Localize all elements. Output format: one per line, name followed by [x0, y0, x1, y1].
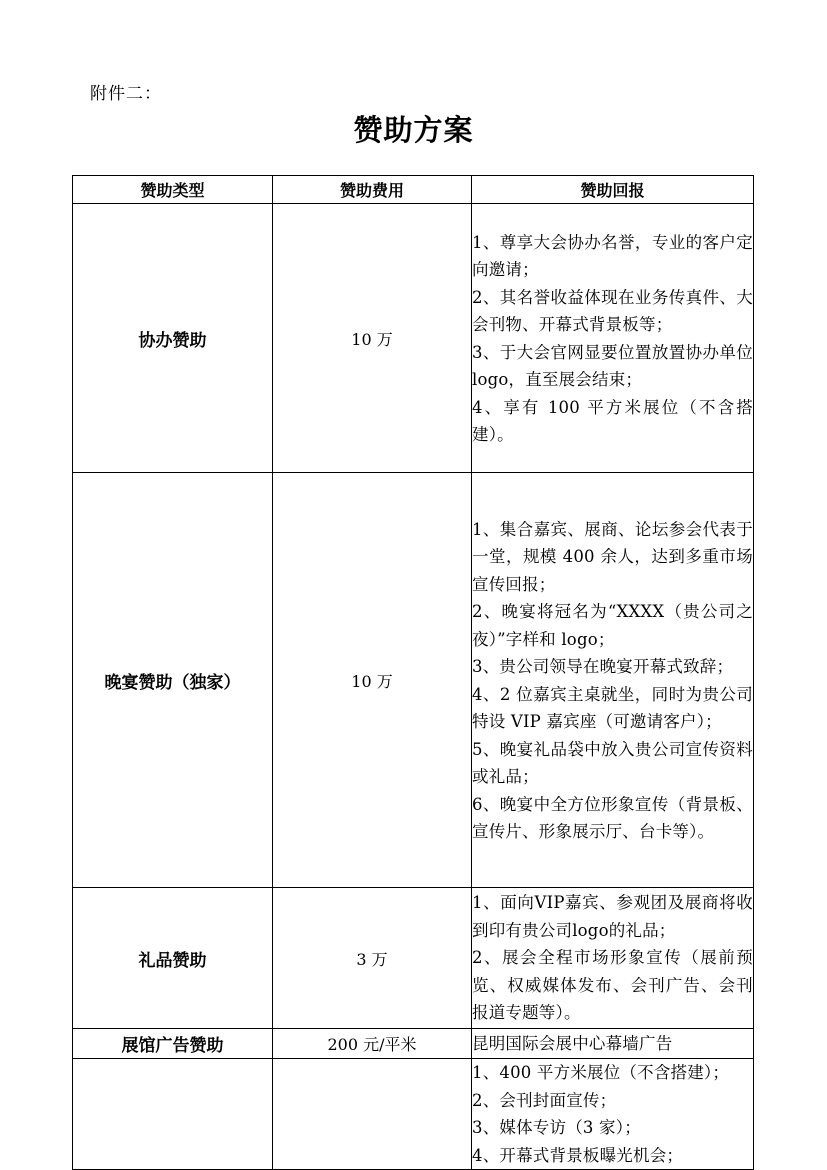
sponsor-benefits-cell [472, 888, 754, 1029]
table-row [73, 888, 754, 1029]
sponsor-type-cell: 协办赞助 [73, 204, 273, 473]
sponsorship-table [72, 175, 754, 1170]
benefit-item: 3、于大会官网显要位置放置协办单位 logo，直至展会结束； [472, 342, 753, 389]
benefit-item: 1、面向VIP嘉宾、参观团及展商将收到印有贵公司logo的礼品； [472, 893, 753, 940]
benefit-item: 4、享有 100 平方米展位（不含搭建）。 [472, 397, 753, 444]
column-header-benefits: 赞助回报 [472, 176, 754, 204]
benefit-item: 3、贵公司领导在晚宴开幕式致辞； [472, 657, 734, 676]
benefit-item: 4、开幕式背景板曝光机会； [472, 1145, 684, 1165]
column-header-fee: 赞助费用 [273, 176, 472, 204]
table-row [73, 473, 754, 888]
sponsor-fee-cell: 10 万 [273, 204, 472, 473]
benefit-item: 昆明国际会展中心幕墙广告 [472, 1033, 673, 1053]
sponsor-benefits-cell [472, 1029, 754, 1059]
column-header-type: 赞助类型 [73, 176, 273, 204]
benefit-item: 4、2 位嘉宾主桌就坐，同时为贵公司特设 VIP 嘉宾座（可邀请客户）； [472, 684, 753, 731]
table-header-row [73, 176, 754, 204]
page-title: 赞助方案 [353, 113, 474, 147]
sponsor-type-cell: 晚宴赞助（独家） [73, 473, 273, 888]
benefit-item: 2、晚宴将冠名为“XXXX（贵公司之夜）”字样和 logo； [472, 602, 753, 649]
sponsor-benefits-cell [472, 1059, 754, 1170]
sponsor-benefits-cell [472, 204, 754, 473]
table-row [73, 204, 754, 473]
table-row [73, 1059, 754, 1170]
sponsor-type-cell: 展馆广告赞助 [73, 1029, 273, 1059]
sponsor-fee-cell: 200 元/平米 [273, 1029, 472, 1059]
sponsor-benefits-cell [472, 473, 754, 888]
sponsor-fee-cell: 10 万 [273, 473, 472, 888]
benefit-item: 5、晚宴礼品袋中放入贵公司宣传资料或礼品； [472, 739, 753, 786]
table-row [73, 1029, 754, 1059]
benefit-item: 6、晚宴中全方位形象宣传（背景板、宣传片、形象展示厅、台卡等）。 [472, 794, 753, 841]
sponsor-type-cell: 礼品赞助 [73, 888, 273, 1029]
benefit-item: 2、展会全程市场形象宣传（展前预览、权威媒体发布、会刊广告、会刊报道专题等）。 [472, 948, 753, 1023]
benefit-item: 1、尊享大会协办名誉，专业的客户定向邀请； [472, 232, 753, 279]
benefit-item: 2、会刊封面宣传； [472, 1090, 617, 1110]
benefit-item: 1、集合嘉宾、展商、论坛参会代表于一堂，规模 400 余人，达到多重市场宣传回报； [472, 519, 753, 594]
benefit-item: 2、其名誉收益体现在业务传真件、大会刊物、开幕式背景板等； [472, 287, 753, 334]
sponsor-fee-cell [273, 1059, 472, 1170]
benefit-item: 3、媒体专访（3 家）； [472, 1118, 641, 1137]
benefit-item: 1、400 平方米展位（不含搭建）； [472, 1063, 730, 1082]
sponsor-type-cell [73, 1059, 273, 1170]
sponsor-fee-cell: 3 万 [273, 888, 472, 1029]
attachment-label: 附件二： [90, 84, 162, 104]
